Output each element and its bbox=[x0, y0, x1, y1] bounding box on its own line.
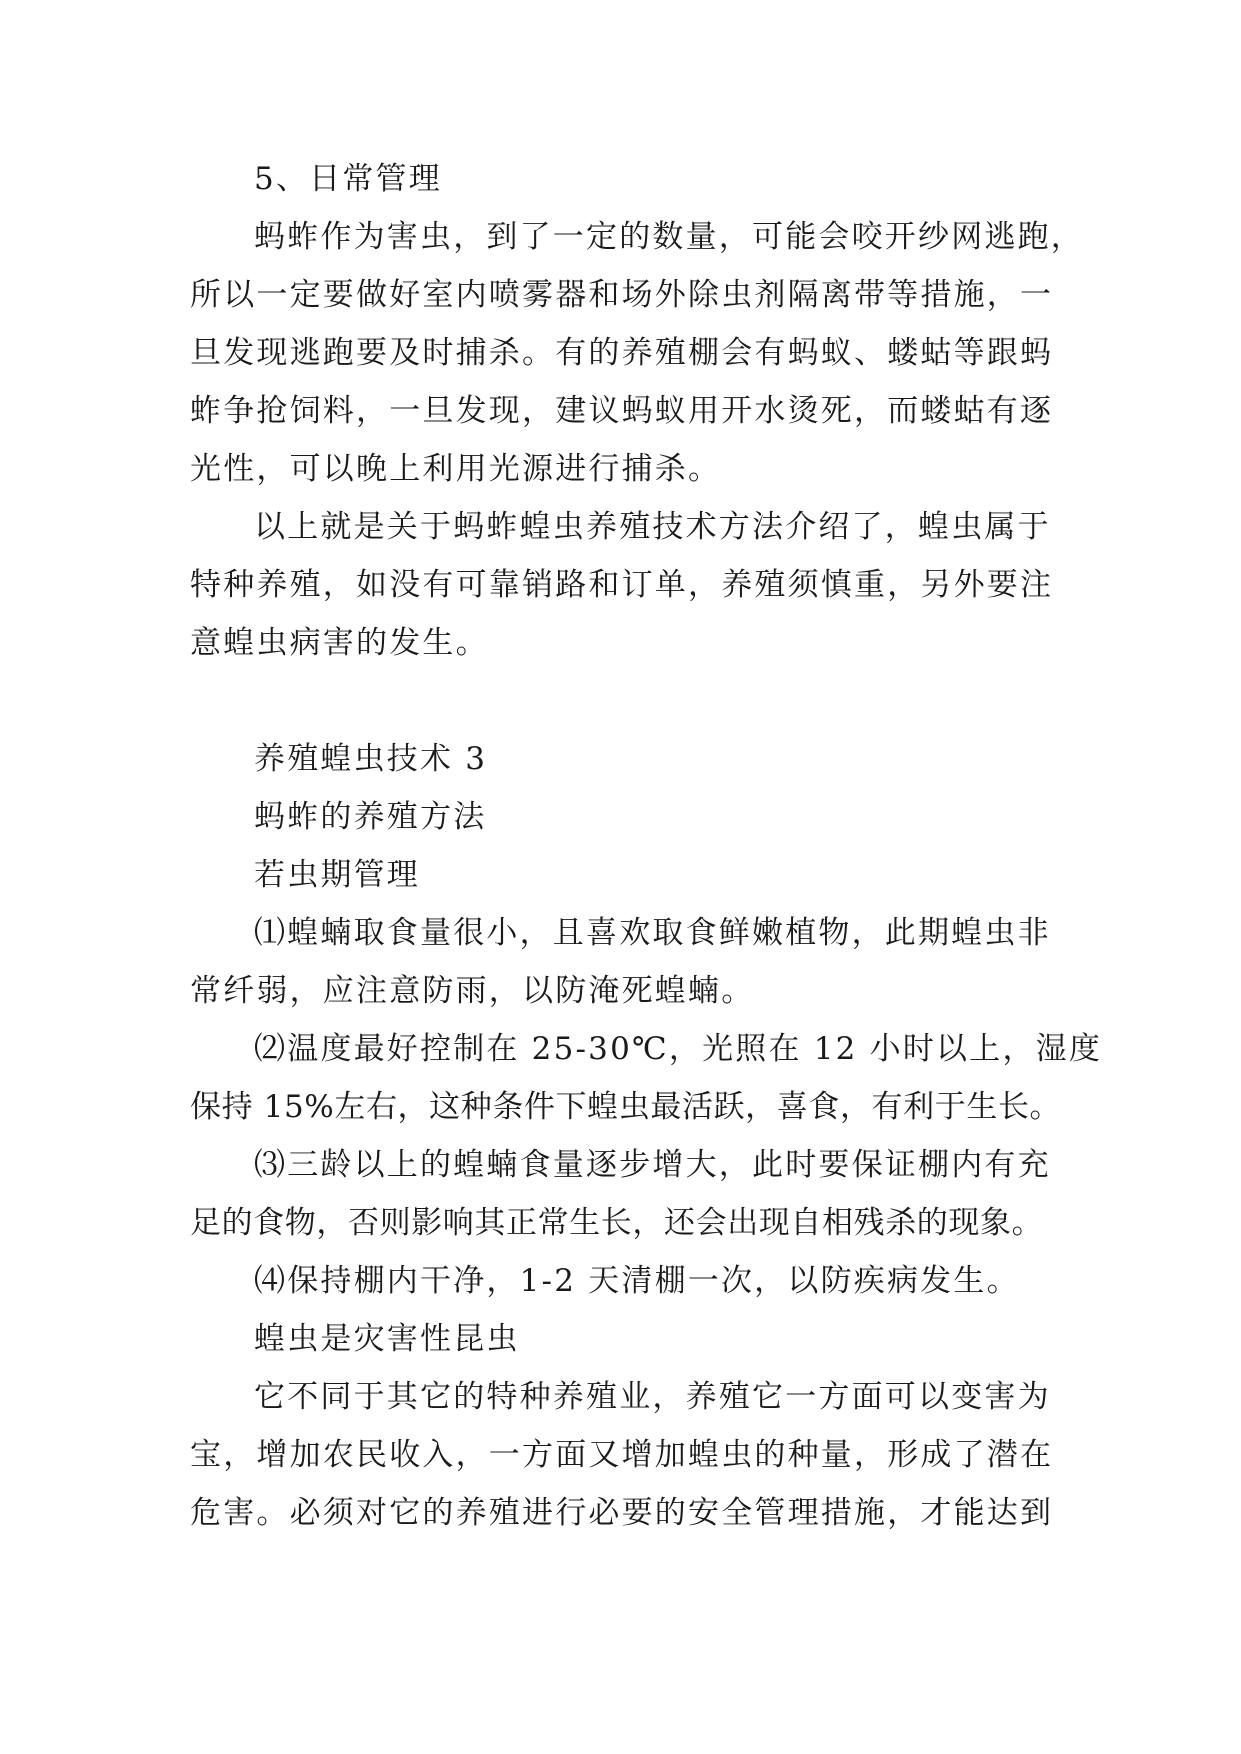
section-heading-daily-management: 5、日常管理 bbox=[254, 161, 442, 197]
list-item-line: ⑷保持棚内干净，1-2 天清棚一次，以防疾病发生。 bbox=[254, 1263, 1020, 1299]
paragraph-line: 意蝗虫病害的发生。 bbox=[190, 625, 489, 661]
paragraph-line: 以上就是关于蚂蚱蝗虫养殖技术方法介绍了，蝗虫属于 bbox=[254, 509, 1051, 545]
blank-spacer bbox=[190, 672, 1060, 730]
subheading-nymph-management: 若虫期管理 bbox=[254, 857, 420, 893]
list-item-line: 保持 15%左右，这种条件下蝗虫最活跃，喜食，有利于生长。 bbox=[190, 1089, 1062, 1125]
paragraph-line: 它不同于其它的特种养殖业，养殖它一方面可以变害为 bbox=[254, 1379, 1051, 1415]
list-item-line: ⑴蝗蝻取食量很小，且喜欢取食鲜嫩植物，此期蝗虫非 bbox=[254, 915, 1051, 951]
document-page bbox=[190, 150, 1103, 1542]
paragraph-line: 宝，增加农民收入，一方面又增加蝗虫的种量，形成了潜在 bbox=[190, 1437, 1054, 1473]
subheading-pest-insect: 蝗虫是灾害性昆虫 bbox=[254, 1321, 520, 1357]
section-title: 养殖蝗虫技术 3 bbox=[254, 741, 488, 777]
list-item-line: ⑶三龄以上的蝗蝻食量逐步增大，此时要保证棚内有充 bbox=[254, 1147, 1051, 1183]
paragraph-line: 危害。必须对它的养殖进行必要的安全管理措施，才能达到 bbox=[190, 1495, 1054, 1531]
list-item-line: 足的食物，否则影响其正常生长，还会出现自相残杀的现象。 bbox=[190, 1205, 1044, 1241]
paragraph-line: 旦发现逃跑要及时捕杀。有的养殖棚会有蚂蚁、蝼蛄等跟蚂 bbox=[190, 335, 1054, 371]
paragraph-line: 蚂蚱作为害虫，到了一定的数量，可能会咬开纱网逃跑， bbox=[254, 219, 1084, 255]
paragraph-line: 特种养殖，如没有可靠销路和订单，养殖须慎重，另外要注 bbox=[190, 567, 1054, 603]
paragraph-line: 所以一定要做好室内喷雾器和场外除虫剂隔离带等措施，一 bbox=[190, 277, 1054, 313]
section-subtitle: 蚂蚱的养殖方法 bbox=[254, 799, 487, 835]
list-item-line: ⑵温度最好控制在 25-30℃，光照在 12 小时以上，湿度 bbox=[254, 1031, 1103, 1067]
paragraph-line: 光性，可以晚上利用光源进行捕杀。 bbox=[190, 451, 722, 487]
paragraph-line: 蚱争抢饲料，一旦发现，建议蚂蚁用开水烫死，而蝼蛄有逐 bbox=[190, 393, 1054, 429]
list-item-line: 常纤弱，应注意防雨，以防淹死蝗蝻。 bbox=[190, 973, 755, 1009]
